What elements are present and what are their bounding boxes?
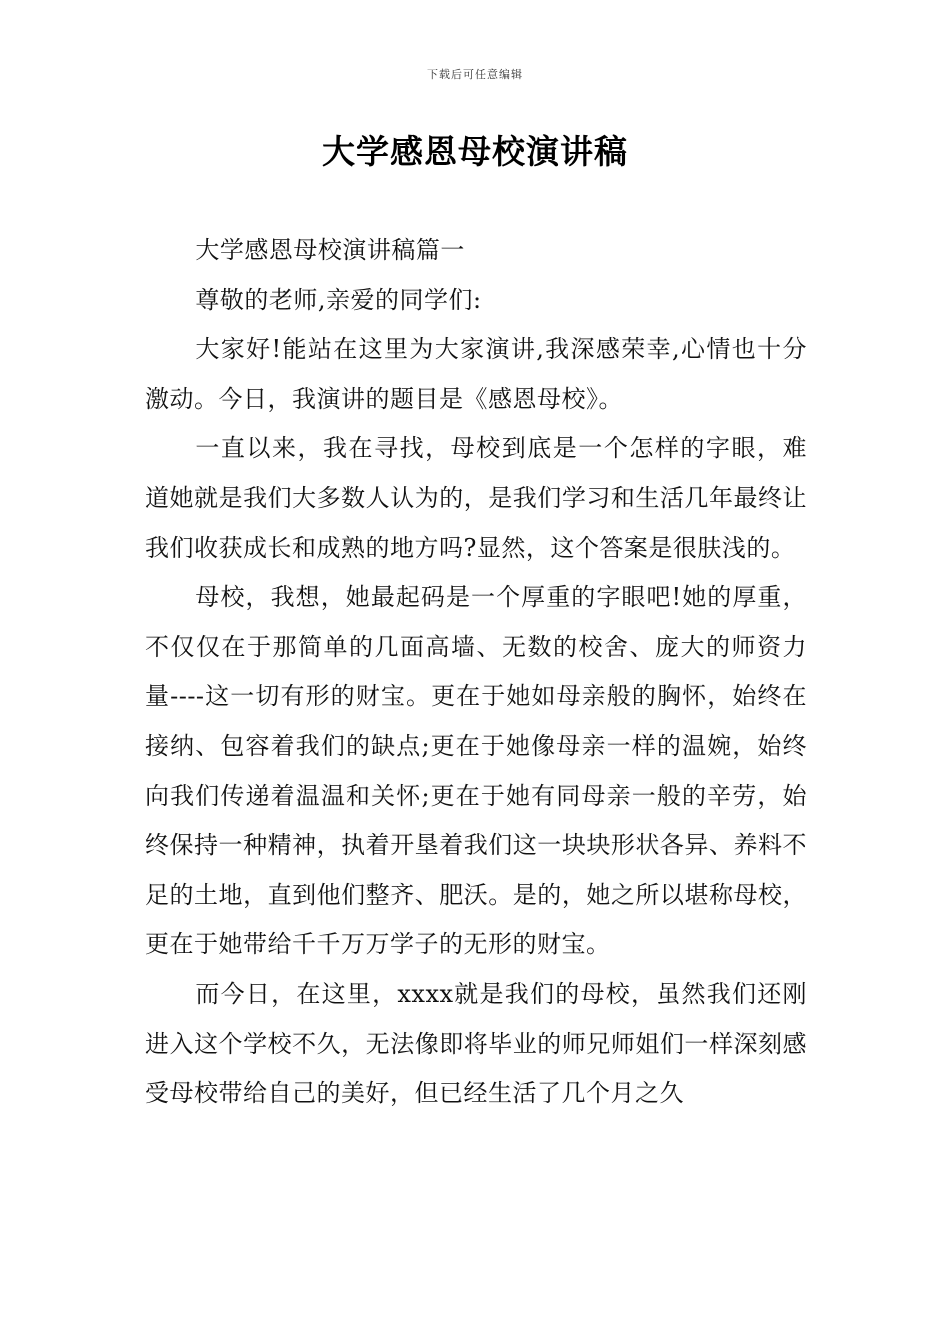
body-paragraph: 而今日，在这里，xxxx就是我们的母校，虽然我们还刚进入这个学校不久，无法像即将毕业的师兄师姐们一样深刻感受母校带给自己的美好，但已经生活了几个月之久 <box>145 979 807 1108</box>
body-paragraph: 大家好!能站在这里为大家演讲,我深感荣幸,心情也十分激动。今日，我演讲的题目是《感恩母校》。 <box>145 335 807 413</box>
document-body <box>145 226 807 1119</box>
document-title: 大学感恩母校演讲稿 <box>322 132 628 171</box>
salutation-paragraph: 尊敬的老师,亲爱的同学们: <box>195 285 482 314</box>
body-paragraph: 一直以来，我在寻找，母校到底是一个怎样的字眼，难道她就是我们大多数人认为的，是我们学习和生活几年最终让我们收获成长和成熟的地方吗?显然，这个答案是很肤浅的。 <box>145 434 807 562</box>
body-paragraph: 母校，我想，她最起码是一个厚重的字眼吧!她的厚重，不仅仅在于那简单的几面高墙、无数的校舍、庞大的师资力量----这一切有形的财宝。更在于她如母亲般的胸怀，始终在接纳、包容着我们的缺点;更在于她像母亲一样的温婉，始终向我们传递着温温和关怀;更在于她有同母亲一般的辛劳，始终保持一种精神，执着开垦着我们这一块块形状各异、养料不足的土地，直到他们整齐、肥沃。是的，她之所以堪称母校，更在于她带给千千万万学子的无形的财宝。 <box>145 583 807 959</box>
section-heading: 大学感恩母校演讲稿篇一 <box>195 236 465 264</box>
page-header-note: 下载后可任意编辑 <box>427 68 523 81</box>
